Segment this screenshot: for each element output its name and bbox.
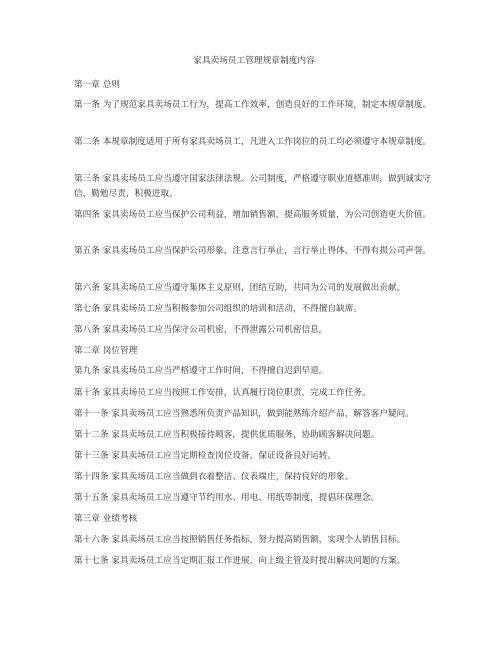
article-16: 第十六条 家具卖场员工应当按照销售任务指标，努力提高销售额，实现个人销售目标。	[74, 535, 406, 545]
article-15: 第十五条 家具卖场员工应当遵守节约用水、用电、用纸等制度，提倡环保理念。	[74, 493, 380, 503]
article-17: 第十七条 家具卖场员工应当定期汇报工作进展，向上级主管及时提出解决问题的方案。	[74, 556, 406, 566]
article-4: 第四条 家具卖场员工应当保护公司利益，增加销售额，提高服务质量，为公司创造更大价值。	[74, 210, 432, 220]
article-6: 第六条 家具卖场员工应当遵守集体主义原则，团结互助，共同为公司的发展做出贡献。	[74, 283, 406, 293]
article-11: 第十一条 家具卖场员工应当熟悉所负责产品知识，做到能熟练介绍产品，解答客户疑问。	[74, 409, 414, 419]
article-1: 第一条 为了规范家具卖场员工行为，提高工作效率，创造良好的工作环境，制定本规章制度。	[74, 100, 432, 110]
article-5: 第五条 家具卖场员工应当保护公司形象，注意言行举止，言行举止得体，不得有损公司声誉。	[74, 246, 432, 256]
chapter-heading-2: 第二章 岗位管理	[74, 346, 138, 356]
document-title: 家具卖场员工管理规章制度内容	[193, 56, 315, 66]
chapter-heading-3: 第三章 业绩考核	[74, 514, 138, 524]
article-12: 第十二条 家具卖场员工应当积极接待顾客，提供优质服务，协助顾客解决问题。	[74, 430, 380, 440]
article-9: 第九条 家具卖场员工应当严格遵守工作时间，不得擅自迟到早退。	[74, 366, 328, 376]
article-8: 第八条 家具卖场员工应当保守公司机密，不得泄露公司机密信息。	[74, 325, 328, 335]
chapter-heading-1: 第一章 总则	[74, 80, 121, 90]
article-10: 第十条 家具卖场员工应当按照工作安排，认真履行岗位职责，完成工作任务。	[74, 388, 371, 398]
article-7: 第七条 家具卖场员工应当积极参加公司组织的培训和活动，不得擅自缺席。	[74, 304, 363, 314]
article-14: 第十四条 家具卖场员工应当做到衣着整洁、仪表端庄，保持良好的形象。	[74, 472, 354, 482]
article-13: 第十三条 家具卖场员工应当定期检查岗位设备，保证设备良好运转。	[74, 451, 337, 461]
article-2: 第二条 本规章制度适用于所有家具卖场员工，凡进入工作岗位的员工均必须遵守本规章制度。	[74, 137, 432, 147]
article-3: 第三条 家具卖场员工应当遵守国家法律法规、公司制度，严格遵守职业道德准则，做到诚实守信，勤勉尽责，积极进取。	[74, 174, 432, 199]
